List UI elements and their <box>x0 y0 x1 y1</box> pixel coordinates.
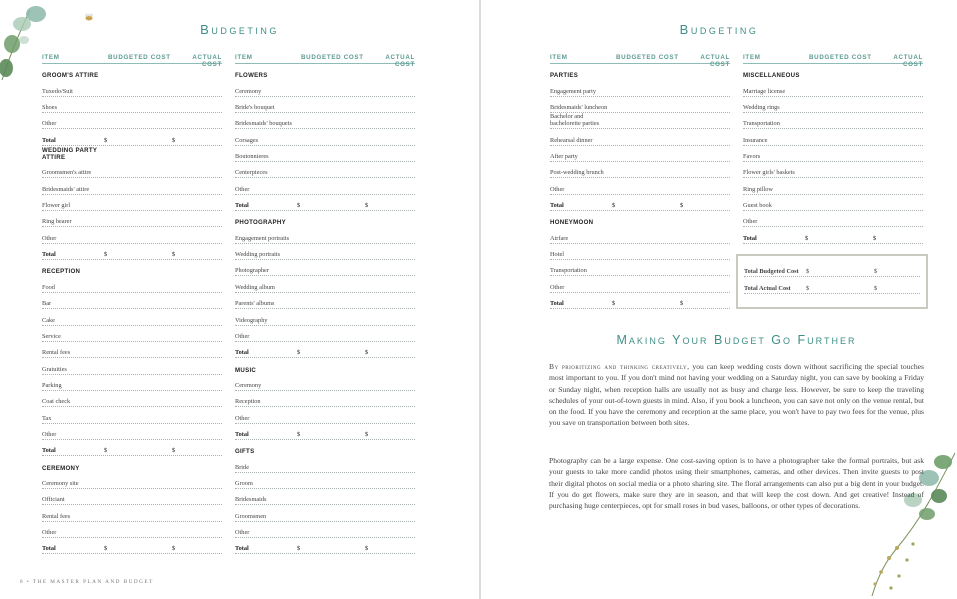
budget-line-row <box>42 162 222 178</box>
total-row <box>235 424 415 440</box>
section-heading-row <box>235 440 415 456</box>
row-label: Service <box>42 332 61 340</box>
summary-row <box>744 260 920 277</box>
budgeted-value: $ <box>612 202 616 210</box>
budget-line-row <box>235 309 415 325</box>
budget-line-row <box>235 375 415 391</box>
row-label: Parents' albums <box>235 300 275 308</box>
budget-line-row <box>550 129 730 145</box>
budgeted-value: $ <box>297 545 301 553</box>
budget-line-row <box>235 244 415 260</box>
budget-line-row <box>42 424 222 440</box>
row-label: Tuxedo/Suit <box>42 87 73 95</box>
row-label: Videography <box>235 316 268 324</box>
budget-line-row <box>42 309 222 325</box>
row-label: Bridesmaids <box>235 496 267 504</box>
row-label: Other <box>550 283 565 291</box>
row-label: MUSIC <box>235 366 257 374</box>
total-row <box>743 227 923 243</box>
budget-line-row <box>743 178 923 194</box>
section-heading-row <box>550 64 730 80</box>
row-label: RECEPTION <box>42 268 81 276</box>
section-heading-row <box>235 64 415 80</box>
budgeted-value: $ <box>104 251 108 259</box>
row-label: Total <box>550 202 564 210</box>
row-label: Groomsmen <box>235 512 267 520</box>
row-label: Shoes <box>42 104 58 112</box>
row-label: Wedding album <box>235 283 275 291</box>
budget-line-row <box>42 97 222 113</box>
section-heading-row <box>42 64 222 80</box>
row-label: Parking <box>42 381 62 389</box>
body-paragraph: Photography can be a large expense. One cost-saving option is to have a photographer take the formal portraits, but ask your guests to take more candid photos using their smartphones, cameras, and other devices. Then invite guests to post their digital photos on social media or a photo sharing site. The floral arrangements can also put a big dent in your budget. If you do get flowers, make sure they are in season, and that will keep the cost down. And get creative! Instead of purchasing huge centerpieces, opt for small roses in bud vases, balloons, or other types of decorations. <box>549 456 924 511</box>
row-label: FLOWERS <box>235 72 268 80</box>
section-heading-row <box>42 146 222 162</box>
header-budgeted-cost: BUDGETED COST <box>809 54 872 61</box>
row-label: GROOM'S ATTIRE <box>42 72 99 80</box>
row-label: Bridesmaids' bouquets <box>235 120 292 128</box>
budget-line-row <box>42 407 222 423</box>
total-row <box>42 129 222 145</box>
budget-line-row <box>235 505 415 521</box>
actual-value: $ <box>365 430 369 438</box>
total-row <box>550 195 730 211</box>
budget-line-row <box>42 505 222 521</box>
actual-value: $ <box>172 136 176 144</box>
budgeted-value: $ <box>104 447 108 455</box>
row-label: Flower girl <box>42 202 71 210</box>
summary-row <box>744 277 920 294</box>
row-label: Bar <box>42 300 52 308</box>
budgeted-value: $ <box>104 545 108 553</box>
column-header <box>42 54 222 68</box>
actual-value: $ <box>365 202 369 210</box>
row-label: Groom <box>235 479 253 487</box>
budget-line-row <box>42 211 222 227</box>
budgeted-value: $ <box>806 268 810 275</box>
row-label: Hotel <box>550 251 564 259</box>
section-heading-row <box>235 358 415 374</box>
budget-line-row <box>42 80 222 96</box>
body-paragraph <box>549 361 924 429</box>
row-label: Marriage license <box>743 87 786 95</box>
budget-line-row <box>550 276 730 292</box>
budget-line-row <box>550 178 730 194</box>
budget-line-row <box>235 473 415 489</box>
row-label: Engagement portraits <box>235 234 290 242</box>
header-item: ITEM <box>743 54 761 61</box>
budget-line-row <box>235 391 415 407</box>
row-label: Total <box>235 349 249 357</box>
budget-line-row <box>235 113 415 129</box>
row-label: HONEYMOON <box>550 219 594 227</box>
row-label: CEREMONY <box>42 464 80 472</box>
header-actual-cost: ACTUAL COST <box>385 54 415 68</box>
section-heading-row <box>42 456 222 472</box>
header-actual-cost: ACTUAL COST <box>192 54 222 68</box>
budget-line-row <box>42 293 222 309</box>
actual-value: $ <box>172 251 176 259</box>
budget-line-row <box>550 260 730 276</box>
header-actual-cost: ACTUAL COST <box>700 54 730 68</box>
budget-line-row <box>235 178 415 194</box>
budget-line-row <box>235 407 415 423</box>
budget-line-row <box>235 522 415 538</box>
budget-line-row <box>743 129 923 145</box>
row-label: Other <box>235 185 250 193</box>
row-label: Officiant <box>42 496 65 504</box>
budget-line-row <box>550 146 730 162</box>
row-label: Other <box>42 120 57 128</box>
actual-value: $ <box>365 545 369 553</box>
row-label: Tax <box>42 414 52 422</box>
budget-column-left-2 <box>235 54 415 554</box>
actual-value: $ <box>172 545 176 553</box>
row-label: GIFTS <box>235 448 255 456</box>
actual-value: $ <box>172 447 176 455</box>
row-label: Boutonnieres <box>235 153 269 161</box>
header-budgeted-cost: BUDGETED COST <box>108 54 171 61</box>
row-label: Rental fees <box>42 349 71 357</box>
budget-line-row <box>42 195 222 211</box>
header-budgeted-cost: BUDGETED COST <box>301 54 364 61</box>
budget-line-row <box>235 456 415 472</box>
row-label: Engagement party <box>550 87 596 95</box>
total-row <box>235 538 415 554</box>
actual-value: $ <box>680 202 684 210</box>
budget-line-row <box>550 244 730 260</box>
row-label: Rental fees <box>42 512 71 520</box>
row-label: Gratuities <box>42 365 67 373</box>
total-row <box>235 342 415 358</box>
row-label: Ceremony <box>235 87 262 95</box>
column-header <box>743 54 923 68</box>
row-label: MISCELLANEOUS <box>743 72 800 80</box>
row-label: Bridesmaids' attire <box>42 185 90 193</box>
budget-line-row <box>42 489 222 505</box>
budget-line-row <box>42 178 222 194</box>
row-label: Bride's bouquet <box>235 104 275 112</box>
budget-line-row <box>235 227 415 243</box>
row-label: PHOTOGRAPHY <box>235 219 286 227</box>
header-actual-cost: ACTUAL COST <box>893 54 923 68</box>
row-label: WEDDING PARTY ATTIRE <box>42 147 98 162</box>
budget-line-row <box>42 473 222 489</box>
row-label: Cake <box>42 316 55 324</box>
budgeted-value: $ <box>297 349 301 357</box>
row-label: Other <box>235 332 250 340</box>
budget-line-row <box>743 195 923 211</box>
section-heading-row <box>550 211 730 227</box>
total-row <box>550 293 730 309</box>
section-heading: Making Your Budget Go Further <box>616 333 857 347</box>
row-label: Ceremony <box>235 381 262 389</box>
row-label: Guest book <box>743 202 772 210</box>
row-label: Transportation <box>550 267 587 275</box>
total-row <box>235 195 415 211</box>
section-heading-row <box>743 64 923 80</box>
header-item: ITEM <box>42 54 60 61</box>
budget-line-row <box>550 113 730 129</box>
budget-column-right-2 <box>743 54 923 244</box>
total-row <box>42 538 222 554</box>
row-label: Ring bearer <box>42 218 72 226</box>
page-footer: 8 • THE MASTER PLAN AND BUDGET <box>20 579 154 585</box>
budget-column-left-1 <box>42 54 222 554</box>
column-header <box>235 54 415 68</box>
budgeted-value: $ <box>612 300 616 308</box>
row-label: Flower girls' baskets <box>743 169 795 177</box>
row-label: Total <box>42 251 56 259</box>
budget-line-row <box>743 162 923 178</box>
row-label: Photographer <box>235 267 269 275</box>
budgeted-value: $ <box>297 202 301 210</box>
row-label: After party <box>550 153 578 161</box>
row-label: Corsages <box>235 136 259 144</box>
budget-line-row <box>235 97 415 113</box>
budget-column-right-1 <box>550 54 730 309</box>
row-label: Total <box>235 430 249 438</box>
row-label: Ring pillow <box>743 185 773 193</box>
totals-summary-box <box>736 254 928 309</box>
row-label: Other <box>743 218 758 226</box>
actual-value: $ <box>874 285 878 292</box>
budget-line-row <box>42 113 222 129</box>
row-label: Favors <box>743 153 761 161</box>
budget-line-row <box>235 260 415 276</box>
header-item: ITEM <box>550 54 568 61</box>
actual-value: $ <box>874 268 878 275</box>
row-label: PARTIES <box>550 72 579 80</box>
actual-value: $ <box>680 300 684 308</box>
actual-value: $ <box>873 234 877 242</box>
budget-line-row <box>235 80 415 96</box>
total-row <box>42 440 222 456</box>
row-label: Centerpieces <box>235 169 268 177</box>
page-title: Budgeting <box>200 22 279 37</box>
budget-line-row <box>550 97 730 113</box>
row-label: Other <box>42 234 57 242</box>
row-label: Food <box>42 283 55 291</box>
row-label: Total <box>42 136 56 144</box>
budgeted-value: $ <box>806 285 810 292</box>
header-budgeted-cost: BUDGETED COST <box>616 54 679 61</box>
row-label: Total <box>235 202 249 210</box>
budget-line-row <box>42 276 222 292</box>
row-label: Other <box>550 185 565 193</box>
row-label: Bridesmaids' luncheon <box>550 104 608 112</box>
summary-label: Total Actual Cost <box>744 285 791 292</box>
budget-line-row <box>42 358 222 374</box>
row-label: Other <box>235 414 250 422</box>
budget-line-row <box>235 489 415 505</box>
row-label: Total <box>743 234 757 242</box>
row-label: Reception <box>235 398 261 406</box>
budget-line-row <box>743 211 923 227</box>
budget-line-row <box>42 375 222 391</box>
row-label: Other <box>235 528 250 536</box>
header-item: ITEM <box>235 54 253 61</box>
budget-line-row <box>743 97 923 113</box>
row-label: Wedding portraits <box>235 251 281 259</box>
budget-line-row <box>550 227 730 243</box>
row-label: Ceremony site <box>42 479 79 487</box>
row-label: Groomsmen's attire <box>42 169 92 177</box>
budget-line-row <box>235 326 415 342</box>
column-header <box>550 54 730 68</box>
budget-line-row <box>42 522 222 538</box>
paragraph-lead: By prioritizing and thinking creatively, <box>549 362 690 371</box>
row-label: Wedding rings <box>743 104 780 112</box>
row-label: Bride <box>235 463 249 471</box>
row-label: Transportation <box>743 120 780 128</box>
actual-value: $ <box>365 349 369 357</box>
budget-line-row <box>235 146 415 162</box>
row-label: Other <box>42 528 57 536</box>
budget-line-row <box>42 227 222 243</box>
budget-line-row <box>743 113 923 129</box>
budget-line-row <box>42 391 222 407</box>
budget-line-row <box>235 162 415 178</box>
row-label: Total <box>550 300 564 308</box>
budget-line-row <box>235 276 415 292</box>
row-label: Airfare <box>550 234 569 242</box>
row-label: Total <box>235 545 249 553</box>
row-label: Total <box>42 545 56 553</box>
total-row <box>42 244 222 260</box>
paragraph-text: you can keep wedding costs down without sacrificing the special touches most important to you. If you don't mind not having your wedding on a Saturday night, you can save by booking a Friday or Sunday night, when reception halls are usually not as busy and charge less. However, be sure to keep the traveling schedules of your out-of-town guests in mind. Also, if you book a luncheon, you can save not only on the venue rental, but on the food. If you have the ceremony and reception at the same place, you won't have to pay two fees for the venue, plus you save on transportation between both sites. <box>549 362 924 428</box>
section-heading-row <box>42 260 222 276</box>
section-heading-row <box>235 211 415 227</box>
budget-line-row <box>235 129 415 145</box>
row-label: Post-wedding brunch <box>550 169 604 177</box>
budgeted-value: $ <box>805 234 809 242</box>
budget-line-row <box>235 293 415 309</box>
summary-label: Total Budgeted Cost <box>744 268 799 275</box>
budget-line-row <box>743 80 923 96</box>
budgeted-value: $ <box>104 136 108 144</box>
budget-line-row <box>743 146 923 162</box>
row-label: Other <box>42 430 57 438</box>
budget-line-row <box>550 80 730 96</box>
budget-line-row <box>42 342 222 358</box>
row-label: Insurance <box>743 136 768 144</box>
row-label: Total <box>42 447 56 455</box>
budgeted-value: $ <box>297 430 301 438</box>
budget-line-row <box>42 326 222 342</box>
budget-line-row <box>550 162 730 178</box>
row-label: Bachelor and bachelorette parties <box>550 113 600 128</box>
page-title: Budgeting <box>679 22 759 37</box>
row-label: Rehearsal dinner <box>550 136 593 144</box>
row-label: Coat check <box>42 398 71 406</box>
